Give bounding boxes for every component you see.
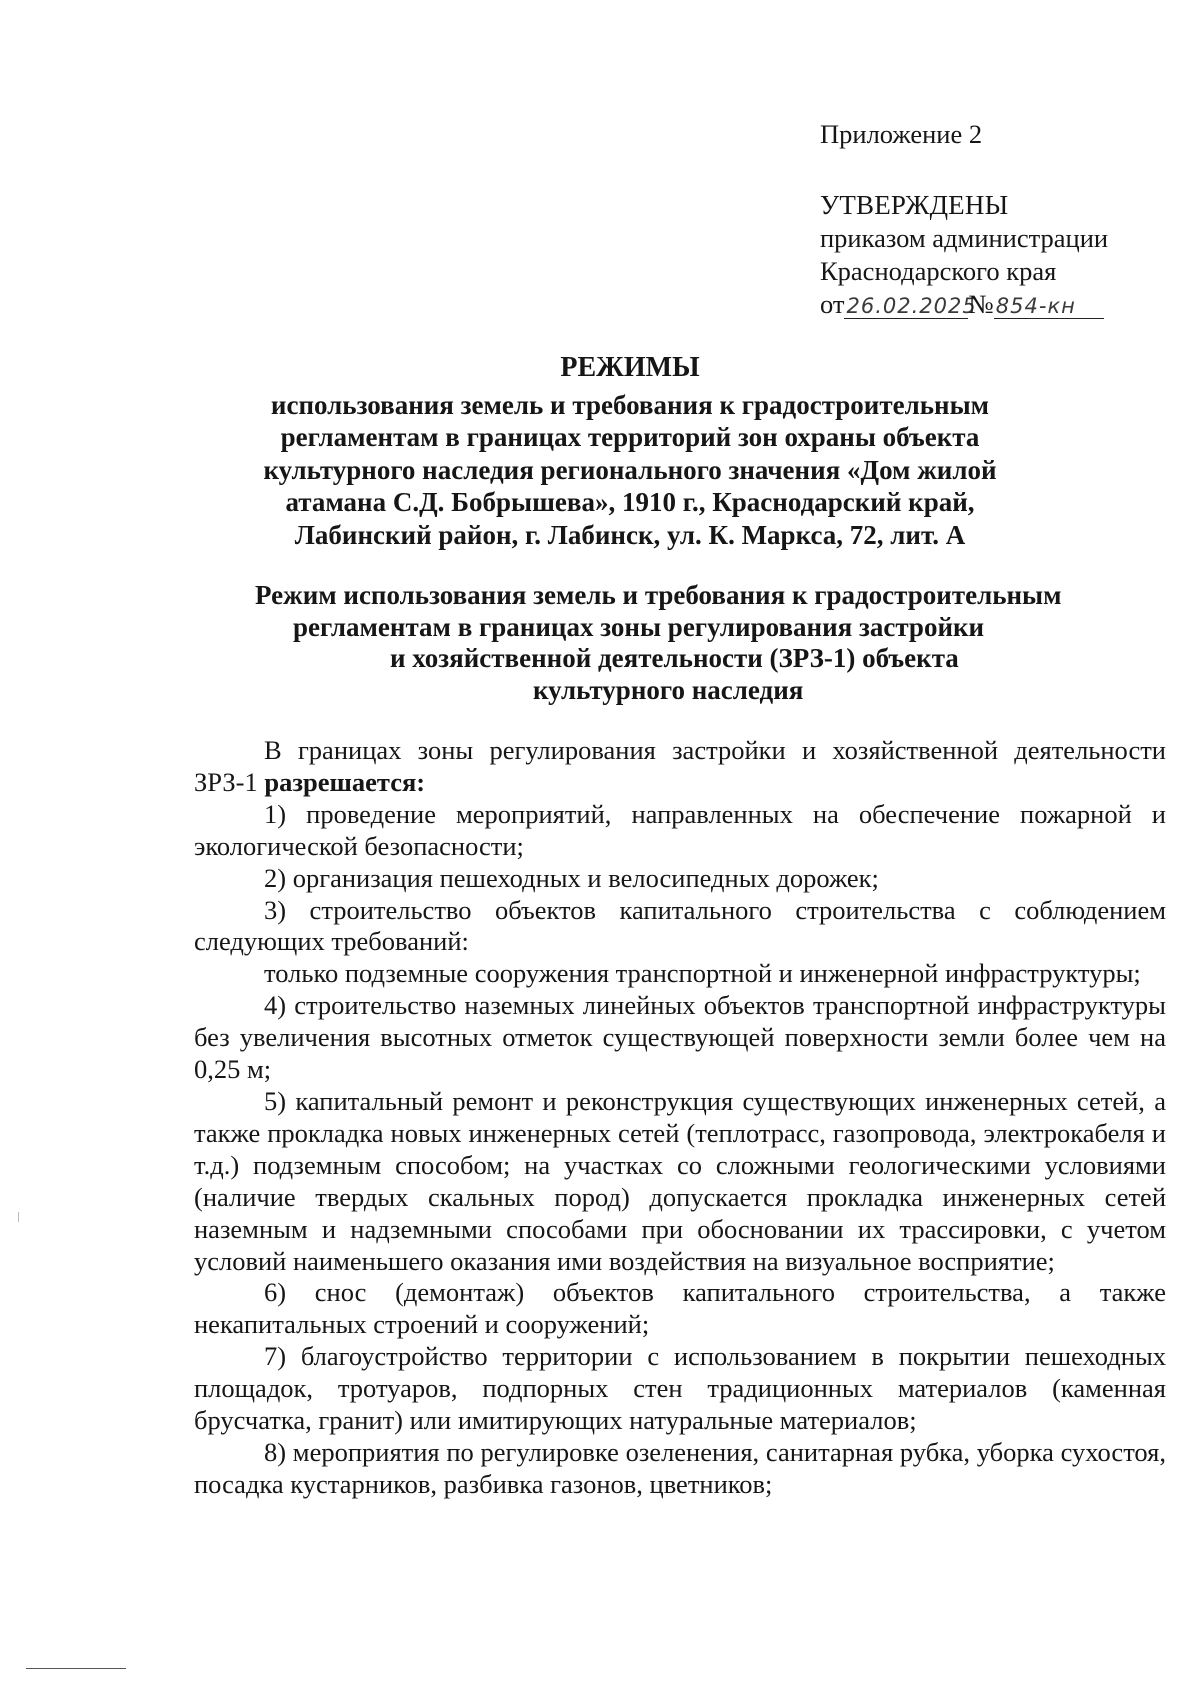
section-heading-line: регламентам в границах зоны регулирования застройки bbox=[293, 611, 985, 642]
approval-block bbox=[820, 118, 1180, 321]
approved-label: УТВЕРЖДЕНЫ bbox=[820, 190, 1009, 220]
title-line: регламентам в границах территорий зон охраны объекта bbox=[280, 422, 980, 452]
list-item: 4) строительство наземных линейных объектов транспортной инфраструктуры без увеличения высотных отметок существующей поверхности земли более чем на 0,25 м; bbox=[194, 990, 1166, 1085]
title-line: Лабинский район, г. Лабинск, ул. К. Маркса, 72, лит. А bbox=[294, 519, 966, 550]
approved-by-line-2: Краснодарского края bbox=[820, 256, 1057, 286]
list-item: 5) капитальный ремонт и реконструкция существующих инженерных сетей, а также прокладка новых инженерных сетей (теплотрасс, газопровода, электрокабеля и т.д.) подземным способом; на участках со сложными геологическими условиями (наличие твердых скальных пород) допускается прокладка инженерных сетей наземным и надземными способами при обосновании их трассировки, с учетом условий наименьшего оказания ими воздействия на визуальное восприятие; bbox=[194, 1085, 1166, 1276]
list-item: 7) благоустройство территории с использованием в покрытии пешеходных площадок, тротуаров, подпорных стен традиционных материалов (каменная брусчатка, гранит) или имитирующих натуральные материалов; bbox=[194, 1341, 1166, 1436]
handwritten-date: 26.02.2025 bbox=[846, 294, 977, 318]
title-line: атамана С.Д. Бобрышева», 1910 г., Краснодарский край, bbox=[285, 487, 975, 517]
scan-margin-mark bbox=[18, 1212, 19, 1222]
section-heading-line: Режим использования земель и требования к градостроительным bbox=[255, 580, 1062, 610]
section-heading bbox=[255, 580, 1155, 706]
list-item: 3) строительство объектов капитального строительства с соблюдением следующих требований: bbox=[194, 894, 1166, 957]
section-heading-line: и хозяйственной деятельности (ЗРЗ-1) объекта bbox=[390, 643, 959, 673]
title-line: культурного наследия регионального значения «Дом жилой bbox=[263, 454, 997, 485]
list-item: 6) снос (демонтаж) объектов капитального строительства, а также некапитальных строений и сооружений; bbox=[194, 1277, 1166, 1340]
intro-text: В границах зоны регулирования застройки и хозяйственной деятельности ЗРЗ-1 bbox=[194, 735, 1166, 797]
intro-paragraph bbox=[194, 735, 1166, 799]
body-text bbox=[194, 735, 1166, 1501]
section-heading-line: культурного наследия bbox=[533, 674, 804, 705]
list-item: 8) мероприятия по регулировке озеленения, санитарная рубка, уборка сухостоя, посадка кустарников, разбивка газонов, цветников; bbox=[194, 1436, 1166, 1499]
handwritten-number: 854-кн bbox=[994, 294, 1104, 319]
footer-rule bbox=[26, 1668, 126, 1669]
appendix-label: Приложение 2 bbox=[820, 119, 983, 149]
list-item: 1) проведение мероприятий, направленных на обеспечение пожарной и экологической безопасности; bbox=[194, 798, 1166, 861]
list-item: 2) организация пешеходных и велосипедных дорожек; bbox=[264, 862, 879, 893]
document-title bbox=[190, 352, 1070, 551]
list-item: только подземные сооружения транспортной и инженерной инфраструктуры; bbox=[264, 958, 1141, 989]
date-prefix: от bbox=[820, 289, 845, 319]
title-line: использования земель и требования к градостроительным bbox=[270, 389, 990, 420]
intro-bold: разрешается: bbox=[264, 766, 426, 797]
order-date-number bbox=[820, 288, 1180, 321]
title-main: РЕЖИМЫ bbox=[560, 352, 700, 383]
number-prefix: № bbox=[968, 289, 994, 319]
approved-by-line-1: приказом администрации bbox=[820, 223, 1109, 253]
